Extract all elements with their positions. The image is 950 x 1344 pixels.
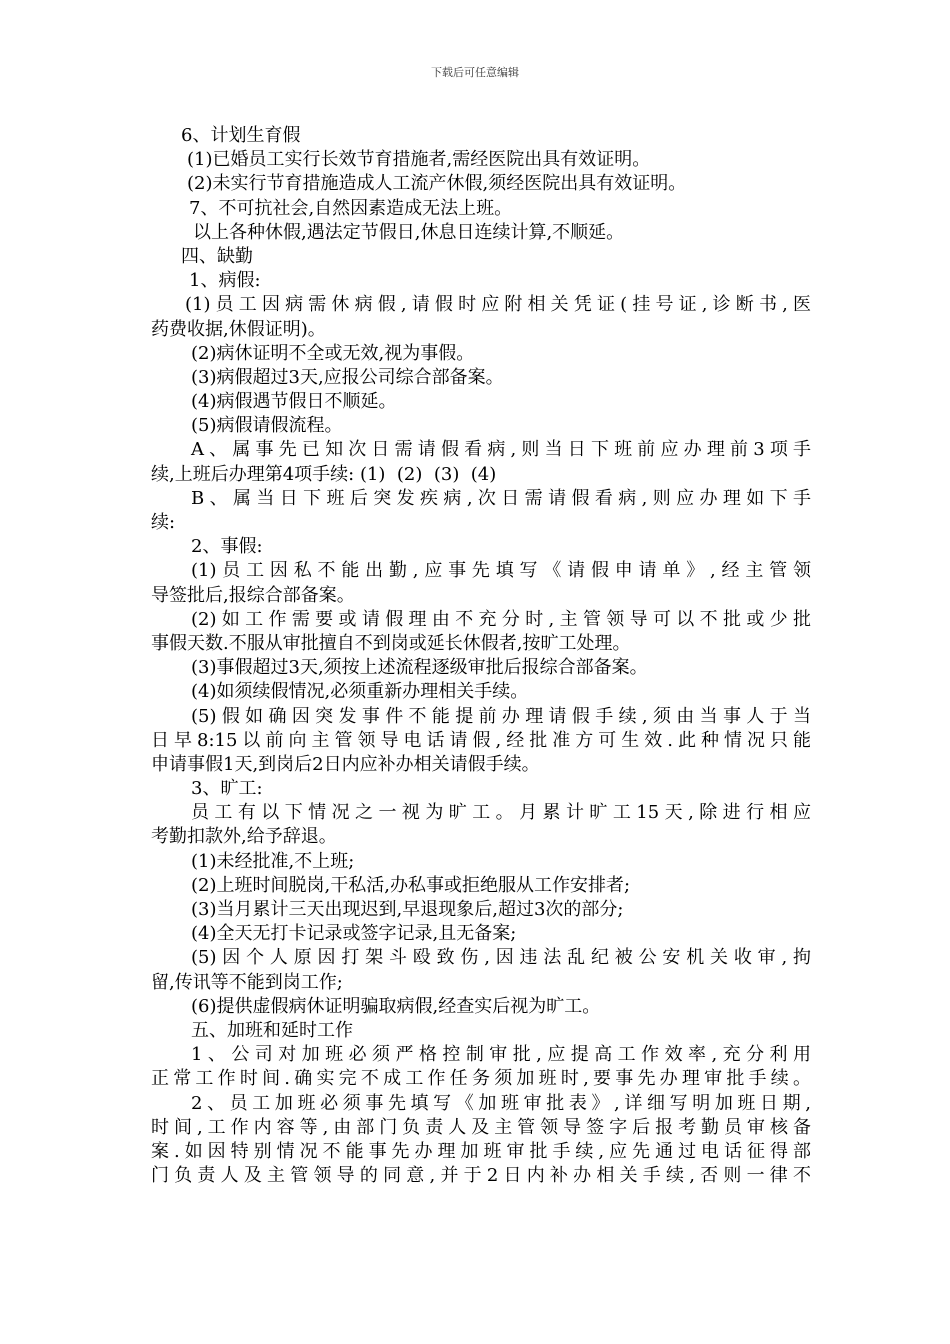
text-line: (3)当月累计三天出现迟到,早退现象后,超过3次的部分; <box>191 899 624 920</box>
text-line: 时间,工作内容等,由部门负责人及主管领导签字后报考勤员审核备 <box>151 1116 811 1138</box>
text-line: 2、事假: <box>191 536 263 558</box>
text-line: 事假天数.不服从审批擅自不到岗或延长休假者,按旷工处理。 <box>151 632 631 654</box>
text-line: 正常工作时间.确实完不成工作任务须加班时,要事先办理审批手续。 <box>151 1068 811 1090</box>
text-line: 案.如因特别情况不能事先办理加班审批手续,应先通过电话征得部 <box>151 1140 811 1162</box>
text-line: (4)如须续假情况,必须重新办理相关手续。 <box>191 681 529 703</box>
text-line: 3、旷工: <box>191 778 263 800</box>
text-line: (1)未经批准,不上班; <box>191 850 355 872</box>
text-line: B、属当日下班后突发疾病,次日需请假看病,则应办理如下手 <box>191 487 811 509</box>
text-line: (2)上班时间脱岗,干私活,办私事或拒绝服从工作安排者; <box>191 874 631 896</box>
page-header: 下载后可任意编辑 <box>431 66 519 79</box>
text-line: 1、公司对加班必须严格控制审批,应提高工作效率,充分利用 <box>191 1044 811 1066</box>
text-line: 导签批后,报综合部备案。 <box>151 584 355 606</box>
document-body <box>151 124 811 1188</box>
text-line: 续: <box>151 512 176 533</box>
text-line: (1)员工因病需休病假,请假时应附相关凭证(挂号证,诊断书,医 <box>185 294 811 316</box>
text-line: (1)员工因私不能出勤,应事先填写《请假申请单》,经主管领 <box>191 560 811 582</box>
text-line: (2)病休证明不全或无效,视为事假。 <box>191 342 475 364</box>
text-line: A、属事先已知次日需请假看病,则当日下班前应办理前3项手 <box>191 439 811 461</box>
text-line: 7、不可抗社会,自然因素造成无法上班。 <box>189 197 513 219</box>
text-line: (1)已婚员工实行长效节育措施者,需经医院出具有效证明。 <box>187 149 651 171</box>
text-line: (5)因个人原因打架斗殴致伤,因违法乱纪被公安机关收审,拘 <box>191 947 811 969</box>
text-line: 留,传讯等不能到岗工作; <box>151 971 343 993</box>
text-line: 2、员工加班必须事先填写《加班审批表》,详细写明加班日期, <box>191 1092 811 1114</box>
text-line: 员工有以下情况之一视为旷工。月累计旷工15天,除进行相应 <box>191 802 811 824</box>
text-line: 药费收据,休假证明)。 <box>151 318 326 340</box>
text-line: (4)全天无打卡记录或签字记录,且无备案; <box>191 923 517 945</box>
text-line: (2)未实行节育措施造成人工流产休假,须经医院出具有效证明。 <box>187 173 687 195</box>
text-line: 1、病假: <box>189 270 261 292</box>
text-line: 以上各种休假,遇法定节假日,休息日连续计算,不顺延。 <box>193 221 625 243</box>
text-line: 四、缺勤 <box>181 245 253 267</box>
text-line: 门负责人及主管领导的同意,并于2日内补办相关手续,否则一律不 <box>151 1165 811 1187</box>
text-line: (4)病假遇节假日不顺延。 <box>191 391 397 413</box>
text-line: (2)如工作需要或请假理由不充分时,主管领导可以不批或少批 <box>191 608 811 630</box>
text-line: (3)病假超过3天,应报公司综合部备案。 <box>191 366 504 388</box>
text-line: 考勤扣款外,给予辞退。 <box>151 826 337 848</box>
text-line: (5)病假请假流程。 <box>191 415 343 437</box>
text-line: (3)事假超过3天,须按上述流程逐级审批后报综合部备案。 <box>191 657 648 679</box>
text-line: (5)假如确因突发事件不能提前办理请假手续,须由当事人于当 <box>191 705 811 727</box>
text-line: 续,上班后办理第4项手续: (1) (2) (3) (4) <box>151 463 497 485</box>
text-line: (6)提供虚假病休证明骗取病假,经查实后视为旷工。 <box>191 995 601 1017</box>
text-line: 日早8:15以前向主管领导电话请假,经批准方可生效.此种情况只能 <box>151 729 811 751</box>
text-line: 五、加班和延时工作 <box>191 1019 353 1041</box>
text-line: 申请事假1天,到岗后2日内应补办相关请假手续。 <box>151 753 540 775</box>
text-line: 6、计划生育假 <box>181 125 301 146</box>
